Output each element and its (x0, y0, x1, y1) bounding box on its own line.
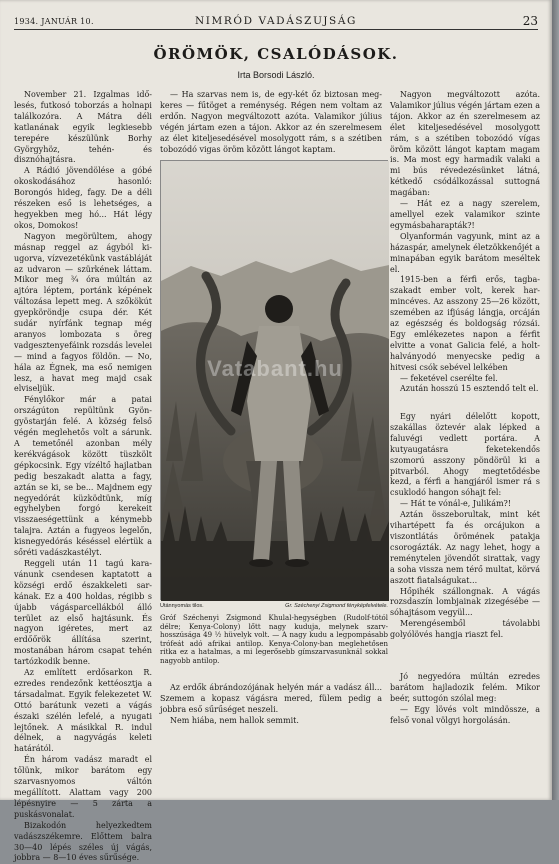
bottom-middle-text (160, 683, 382, 783)
issue-date: 1934. JANUÁR 10. (14, 17, 94, 26)
page-number: 23 (522, 14, 538, 28)
article-byline: Irta Borsodi László. (237, 70, 315, 80)
paragraph: Reggeli után 11 tagú karavánunk csendesen kaptatott a községi erdő északkeleti sarkának. Ez a 400 holdas, régibb s újabb vágásparcellákból álló terület az első hajtásunk. És nagyon igéretes, mert az erdőőrök állítása szerint, mostanában három csapat tehén tartózkodik benne. (14, 558, 152, 667)
paragraph: — Hát te vónál-e, Julikám?! (400, 499, 512, 509)
paragraph: Az erdők ábrándozójának helyén már a vadász áll... Szemem a kopasz vágásra mered, fülem pedig a jobbra eső sűrűséget neszeli. (160, 683, 382, 714)
paragraph: Nagyon megváltozott azóta. Valamikor július végén jártam ezen a tájon. Akkor az én szerelmesem az élet kiteljesedésével mosolygott rám, s a szétiben tobozódó vígas öröm között lángot kaptam magam is. Ma most egy harmadik valaki a mi bús révedezésünket látná, kétkedő csódálkozással suttogná magában: (390, 90, 541, 198)
magazine-title: NIMRÓD VADÁSZUJSÁG (194, 15, 358, 27)
reprint-notice: Utánnyomás tilos. (160, 603, 204, 609)
paragraph: Bizakodón helyezkedtem vadászszékemre. Előttem balra 30—40 lépés széles új vágás, jobbra — 8—10 éves sűrűsége. (14, 820, 152, 863)
paragraph: Merengésemből távolabbi golyólövés hangja riaszt fel. (390, 619, 540, 640)
paragraph: 1915-ben a férfi erős, tagbaszakadt ember volt, kerek harmincéves. Az asszony 25—26 között, szemében az ifjúság lángja, orcáján az egészség és boldogság rózsái. Egy emlékezetes napon a férfit elvitte a vonat Galicia felé, a holthalványodó menyecske pedig a hitvesi csók sebével lelkében (390, 275, 540, 372)
paragraph: Én három vadász maradt el tőlünk, mikor barátom egy szarvasnyomos váltón megállított. Alattam vagy 200 lépésnyire — 5 zárta a puskásvonalat. (14, 755, 152, 819)
right-column-bottom (390, 412, 540, 672)
paragraph: Nem hiába, nem hallok semmit. (170, 715, 299, 725)
page-edge (552, 0, 559, 800)
paragraph: Hőpihék szállongnak. A vágás rozsdaszín lombjainak zizegésébe — sóhajtásom vegyül... (390, 586, 540, 618)
bottom-right-text (390, 672, 540, 784)
left-column (14, 90, 152, 863)
page-header (14, 14, 538, 30)
photo-caption: Gróf Széchenyi Zsigmond Khulal-hegységben (Rudolf-tótól délre; Kenya-Colony) lőtt nagy kuduja, melynek szarvhosszúsága 49 ½ hüvelyk volt. — A nagy kudu a legpompásabb trófeát adó afrikai antilop. Kenya-Colony-ban meglehetősen ritka ez a hatalmas, a mi legerősebb gímszarvasunknál sokkal nagyobb antilop. (160, 614, 388, 665)
photo-credit: Gr. Széchenyi Zsigmond fényképfelvétele. (285, 603, 388, 609)
paragraph: Fénylőkor már a patai országúton repültünk Gyöngyöstarján felé. A község felső végén meglehetős volt a sárunk. A temetőnél azonban mély kerékvágások között tüszkölt gépkocsink. Egy vízéltő hajlatban pedig beszakadt alatta a fagy, aztán se ki, se be... Majdnem egy negyedórát küzködtünk, míg egyhelyben forgó kerekeit visszaeségettünk a kénymebb talajra. Aztán a fugyeos legelőn, kisnegyedórás késéssel elértük a sőréti vadászkastélyt. (14, 395, 152, 558)
article-title: ÖRÖMÖK, CSALÓDÁSOK. (153, 45, 399, 63)
paragraph: — Ha szarvas nem is, de egy-két őz biztosan megkeres — fűtöget a reménység. Régen nem voltam az erdőn. Nagyon megváltozott azóta. Valamikor július végén jártam ezen a tájon. Akkor az én szerelmesem az élet kiteljesedésével mosolygott rám, s a szétiben tobozódó vigas öröm között lángot kaptam. (160, 90, 382, 154)
paragraph: A Rádió jövendölése a góbé okoskodásához hasonló: Borongós hideg, fagy. De a déli részeken eső is lehetséges, a hegyekben meg hó... Hát légy okos, Domokos! (14, 166, 152, 230)
paragraph: — Egy lövés volt mindössze, a felső vonal völgyi horgolásán. (390, 704, 540, 725)
paragraph: Egy nyári délelőtt kopott, szakállas öztevér alak lépked a faluvégi vedlett portára. A kutyaugatásra feketekendős szomorú asszony pöndörül ki a pitvarból. Ahogy megtetődésbe kezd, a férfi a hangjáról ismer rá s csuklodó hangon sóhajt fel: (390, 412, 540, 498)
paragraph: — Hát ez a nagy szerelem, amellyel ezek valamikor szinte egymásbaharapták?! (390, 199, 540, 230)
paragraph: Azután hosszú 15 esztendő telt el. (400, 384, 539, 394)
paragraph: Olyanformán vagyunk, mint az a házaspár, amelynek életzökkenőjét a minapában egyik barátom meséltek el. (390, 231, 540, 274)
photo-credits (160, 603, 388, 613)
watermark-logo: Vatabant.hu (207, 356, 343, 381)
paragraph: — feketével cserélte fel. (400, 373, 498, 383)
paragraph: Nagyon megörültem, ahogy másnap reggel az ágyból kiugorva, vízvezetékünk vastábláját az udvaron — szürkének láttam. Mikor meg ¾ óra múltán az ajtóra léptem, portánk képének változása lepett meg. A szőkökút gyepköröndje csupa dér. Két sudár nyírfánk tegnap még aranyos lombozata s öreg vadgesztenyefáink rozsdás levelei — mind a fagyos földön. — No, hála az Égnek, ma eső nemigen lesz, a havat meg majd csak elviseljük. (14, 231, 152, 394)
paragraph: November 21. Izgalmas időlesés, futkosó toborzás a holnapi találkozóra. A Mátra déli katlanának egyik legkiesebb terepére készülünk Borhy Györgyhöz, tehén- és disznóhajtásra. (14, 90, 152, 165)
paragraph: Az említett erdősarkon R. ezredes rendezőnk kettéosztja a társadalmat. Egyik felekezetet W. Ottó barátunk vezeti a vágás északi szélén lefelé, a nyugati lejtőnek. A másikkal R. indul délnek, a nagyvágás keleti határától. (14, 668, 152, 754)
right-column-top (390, 90, 540, 412)
hunting-photo (160, 160, 388, 600)
top-middle-text (160, 90, 382, 152)
paragraph: Jó negyedóra múltán ezredes barátom hajladozik felém. Mikor beér, suttogón szólal meg: (390, 672, 540, 703)
paragraph: Aztán összeborultak, mint két vihartépett fa és orcájukon a viszontlátás örömének patakja csorogázták. Az nagy lehet, hogy a reménytelen jövendőt sirattak, vagy a soha vissza nem térő multat, körvá aszott fiatalságukat... (390, 510, 540, 585)
